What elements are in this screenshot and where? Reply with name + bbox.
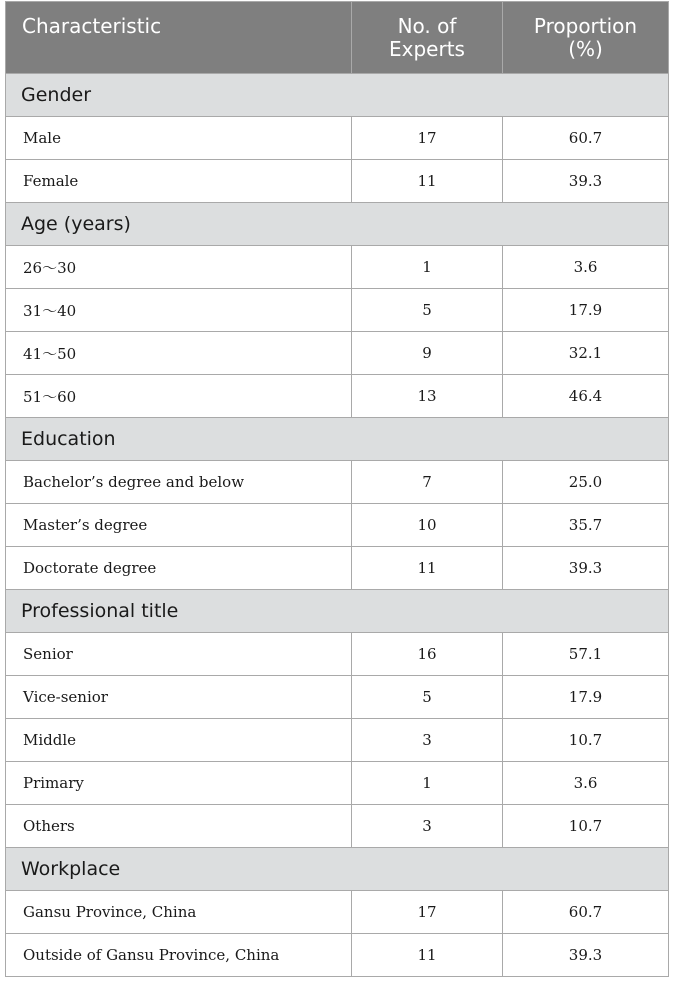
proportion-cell: 3.6 (503, 762, 669, 805)
characteristic-cell: Master’s degree (6, 504, 352, 547)
proportion-cell: 10.7 (503, 805, 669, 848)
column-header-number-of-experts-line1: No. of (397, 14, 457, 38)
proportion-cell: 57.1 (503, 633, 669, 676)
section-row (6, 590, 669, 633)
proportion-cell: 39.3 (503, 934, 669, 977)
characteristic-cell: Doctorate degree (6, 547, 352, 590)
characteristic-cell: Outside of Gansu Province, China (6, 934, 352, 977)
proportion-cell: 17.9 (503, 289, 669, 332)
column-header-proportion (503, 2, 669, 74)
expert-count-cell: 17 (352, 891, 503, 934)
table-body (6, 74, 669, 977)
proportion-cell: 25.0 (503, 461, 669, 504)
section-row (6, 74, 669, 117)
table-row (6, 246, 669, 289)
expert-count-cell: 5 (352, 289, 503, 332)
table-header (6, 2, 669, 74)
table-row (6, 633, 669, 676)
expert-count-cell: 1 (352, 246, 503, 289)
table-row (6, 332, 669, 375)
expert-count-cell: 16 (352, 633, 503, 676)
section-row (6, 848, 669, 891)
expert-characteristics-table (5, 1, 669, 977)
expert-count-cell: 10 (352, 504, 503, 547)
column-header-number-of-experts (352, 2, 503, 74)
characteristic-cell: Middle (6, 719, 352, 762)
column-header-characteristic: Characteristic (6, 2, 352, 74)
table-row (6, 934, 669, 977)
proportion-cell: 46.4 (503, 375, 669, 418)
section-row (6, 203, 669, 246)
proportion-cell: 39.3 (503, 547, 669, 590)
proportion-cell: 32.1 (503, 332, 669, 375)
proportion-cell: 35.7 (503, 504, 669, 547)
table-row (6, 805, 669, 848)
characteristic-cell: Female (6, 160, 352, 203)
expert-count-cell: 11 (352, 934, 503, 977)
characteristic-cell: 26～30 (6, 246, 352, 289)
table-row (6, 160, 669, 203)
table-row (6, 504, 669, 547)
column-header-proportion-line1: Proportion (533, 14, 638, 38)
expert-count-cell: 7 (352, 461, 503, 504)
proportion-cell: 60.7 (503, 117, 669, 160)
column-header-proportion-line2: (%) (568, 37, 603, 61)
characteristic-cell: Male (6, 117, 352, 160)
header-row (6, 2, 669, 74)
expert-count-cell: 11 (352, 160, 503, 203)
characteristic-cell: Primary (6, 762, 352, 805)
table-row (6, 461, 669, 504)
table-row (6, 676, 669, 719)
characteristic-cell: Others (6, 805, 352, 848)
table-row (6, 375, 669, 418)
expert-count-cell: 17 (352, 117, 503, 160)
proportion-cell: 39.3 (503, 160, 669, 203)
column-header-number-of-experts-line2: Experts (389, 37, 465, 61)
table-row (6, 719, 669, 762)
table-row (6, 547, 669, 590)
expert-count-cell: 1 (352, 762, 503, 805)
table-row (6, 289, 669, 332)
characteristic-cell: 31～40 (6, 289, 352, 332)
section-title: Age (years) (6, 203, 669, 246)
characteristic-cell: Gansu Province, China (6, 891, 352, 934)
table-row (6, 117, 669, 160)
table-row (6, 891, 669, 934)
characteristic-cell: Senior (6, 633, 352, 676)
expert-count-cell: 5 (352, 676, 503, 719)
characteristic-cell: 41～50 (6, 332, 352, 375)
expert-count-cell: 11 (352, 547, 503, 590)
section-title: Workplace (6, 848, 669, 891)
expert-count-cell: 9 (352, 332, 503, 375)
expert-count-cell: 3 (352, 805, 503, 848)
section-row (6, 418, 669, 461)
proportion-cell: 3.6 (503, 246, 669, 289)
section-title: Gender (6, 74, 669, 117)
proportion-cell: 60.7 (503, 891, 669, 934)
characteristic-cell: Vice-senior (6, 676, 352, 719)
proportion-cell: 17.9 (503, 676, 669, 719)
table-row (6, 762, 669, 805)
characteristic-cell: 51～60 (6, 375, 352, 418)
expert-count-cell: 13 (352, 375, 503, 418)
characteristic-cell: Bachelor’s degree and below (6, 461, 352, 504)
expert-count-cell: 3 (352, 719, 503, 762)
section-title: Education (6, 418, 669, 461)
proportion-cell: 10.7 (503, 719, 669, 762)
section-title: Professional title (6, 590, 669, 633)
